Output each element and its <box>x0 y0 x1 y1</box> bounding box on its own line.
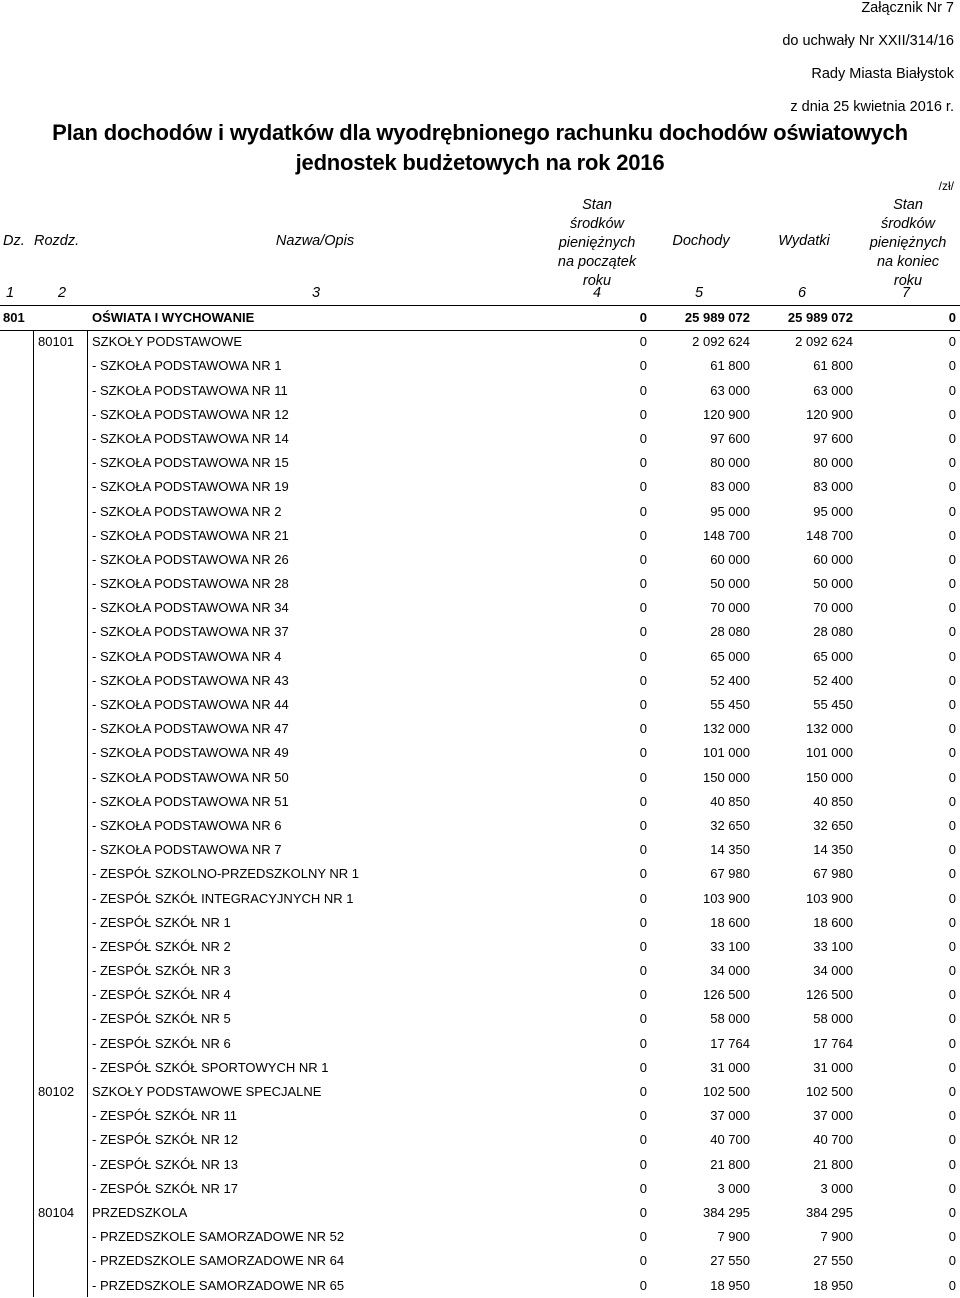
header-start-line: pieniężnych <box>558 235 636 251</box>
cell-name: OŚWIATA I WYCHOWANIE <box>92 310 255 325</box>
table-row <box>0 717 960 741</box>
table-row <box>0 983 960 1007</box>
cell-name: - SZKOŁA PODSTAWOWA NR 2 <box>92 503 282 519</box>
cell-expense: 148 700 <box>806 527 853 543</box>
cell-expense: 67 980 <box>813 866 853 882</box>
budget-table <box>0 306 960 1298</box>
cell-name: - SZKOŁA PODSTAWOWA NR 50 <box>92 769 289 785</box>
cell-start: 0 <box>639 334 647 350</box>
table-row <box>0 379 960 403</box>
cell-expense: 18 600 <box>813 914 853 930</box>
cell-start: 0 <box>639 890 647 906</box>
cell-dz: 801 <box>3 310 25 325</box>
cell-name: PRZEDSZKOLA <box>92 1204 188 1220</box>
cell-end: 0 <box>948 1084 956 1099</box>
cell-end: 0 <box>948 358 956 374</box>
header-start-line: środków <box>570 216 624 232</box>
cell-start: 0 <box>639 600 647 616</box>
cell-expense: 21 800 <box>813 1156 853 1172</box>
cell-end: 0 <box>948 1156 956 1172</box>
cell-name: - ZESPÓŁ SZKÓŁ NR 11 <box>92 1108 237 1124</box>
cell-start: 0 <box>639 1084 647 1099</box>
cell-income: 60 000 <box>710 551 750 567</box>
column-number: 3 <box>312 285 321 301</box>
cell-income: 61 800 <box>710 358 750 374</box>
table-row <box>0 959 960 983</box>
cell-income: 67 980 <box>710 866 750 882</box>
cell-end: 0 <box>948 793 956 809</box>
table-row <box>0 766 960 790</box>
cell-name: - SZKOŁA PODSTAWOWA NR 51 <box>92 793 289 809</box>
cell-income: 25 989 072 <box>684 310 750 325</box>
cell-income: 384 295 <box>703 1204 750 1220</box>
cell-name: - PRZEDSZKOLE SAMORZADOWE NR 52 <box>92 1229 345 1245</box>
cell-end: 0 <box>948 527 956 543</box>
cell-income: 34 000 <box>710 963 750 979</box>
cell-rozdz: 80101 <box>38 334 75 350</box>
cell-start: 0 <box>639 1108 647 1124</box>
cell-name: - SZKOŁA PODSTAWOWA NR 43 <box>92 672 289 688</box>
cell-expense: 60 000 <box>813 551 853 567</box>
cell-start: 0 <box>639 624 647 640</box>
table-row <box>0 935 960 959</box>
cell-start: 0 <box>639 987 647 1003</box>
cell-start: 0 <box>639 406 647 422</box>
council-name: Rady Miasta Białystok <box>811 66 954 82</box>
cell-name: - PRZEDSZKOLE SAMORZADOWE NR 64 <box>92 1253 345 1269</box>
cell-name: - ZESPÓŁ SZKÓŁ NR 13 <box>92 1156 238 1172</box>
cell-income: 80 000 <box>710 455 750 471</box>
currency-unit: /zł/ <box>938 179 954 193</box>
cell-income: 150 000 <box>703 769 750 785</box>
cell-income: 27 550 <box>710 1253 750 1269</box>
cell-expense: 2 092 624 <box>795 334 853 350</box>
cell-income: 55 450 <box>710 697 750 712</box>
cell-income: 32 650 <box>710 817 750 833</box>
table-row <box>0 1080 960 1104</box>
cell-income: 33 100 <box>710 938 750 954</box>
cell-expense: 33 100 <box>813 938 853 954</box>
cell-end: 0 <box>948 817 956 833</box>
cell-name: - SZKOŁA PODSTAWOWA NR 11 <box>92 382 288 398</box>
cell-end: 0 <box>948 648 956 664</box>
cell-start: 0 <box>639 551 647 567</box>
cell-start: 0 <box>639 1011 647 1027</box>
cell-start: 0 <box>639 938 647 954</box>
cell-name: - ZESPÓŁ SZKÓŁ NR 1 <box>92 914 231 930</box>
cell-expense: 70 000 <box>813 600 853 616</box>
cell-income: 95 000 <box>710 503 750 519</box>
cell-end: 0 <box>948 624 956 640</box>
table-row <box>0 1249 960 1273</box>
column-number: 2 <box>58 285 67 301</box>
cell-name: SZKOŁY PODSTAWOWE <box>92 334 243 350</box>
header-rozdz: Rozdz. <box>34 233 80 249</box>
header-dz: Dz. <box>3 233 25 249</box>
cell-end: 0 <box>948 745 956 761</box>
cell-name: - SZKOŁA PODSTAWOWA NR 6 <box>92 817 282 833</box>
table-row <box>0 669 960 693</box>
table-row <box>0 500 960 524</box>
cell-end: 0 <box>948 1180 956 1196</box>
cell-expense: 65 000 <box>813 648 853 664</box>
table-row <box>0 645 960 669</box>
cell-start: 0 <box>639 648 647 664</box>
cell-expense: 80 000 <box>813 455 853 471</box>
cell-expense: 384 295 <box>806 1204 853 1220</box>
cell-start: 0 <box>639 1035 647 1051</box>
cell-start: 0 <box>639 745 647 761</box>
table-row <box>0 451 960 475</box>
cell-end: 0 <box>948 672 956 688</box>
cell-end: 0 <box>948 866 956 882</box>
cell-start: 0 <box>639 1229 647 1245</box>
cell-start: 0 <box>639 793 647 809</box>
cell-start: 0 <box>639 1059 647 1075</box>
cell-expense: 18 950 <box>813 1277 853 1293</box>
cell-expense: 25 989 072 <box>787 310 853 325</box>
cell-start: 0 <box>639 769 647 785</box>
cell-name: - ZESPÓŁ SZKÓŁ NR 5 <box>92 1011 231 1027</box>
table-row <box>0 1128 960 1152</box>
table-row <box>0 741 960 765</box>
cell-income: 2 092 624 <box>692 334 750 350</box>
cell-expense: 120 900 <box>806 406 853 422</box>
cell-end: 0 <box>948 455 956 471</box>
cell-start: 0 <box>639 310 647 325</box>
cell-name: - ZESPÓŁ SZKÓŁ NR 12 <box>92 1132 238 1148</box>
table-row <box>0 596 960 620</box>
cell-expense: 14 350 <box>813 842 853 858</box>
cell-name: - SZKOŁA PODSTAWOWA NR 21 <box>92 527 289 543</box>
cell-expense: 40 700 <box>813 1132 853 1148</box>
cell-end: 0 <box>948 1229 956 1245</box>
header-end-line: na koniec <box>876 254 940 270</box>
cell-expense: 61 800 <box>813 358 853 374</box>
cell-income: 132 000 <box>703 721 750 737</box>
cell-name: - SZKOŁA PODSTAWOWA NR 12 <box>92 406 289 422</box>
cell-end: 0 <box>948 1277 956 1293</box>
cell-name: - ZESPÓŁ SZKÓŁ SPORTOWYCH NR 1 <box>92 1059 329 1075</box>
cell-end: 0 <box>948 1035 956 1051</box>
cell-expense: 97 600 <box>813 430 853 446</box>
attachment-number: Załącznik Nr 7 <box>861 0 954 16</box>
cell-end: 0 <box>948 1253 956 1269</box>
cell-end: 0 <box>948 1204 956 1220</box>
table-row <box>0 911 960 935</box>
page-title: Plan dochodów i wydatków dla wyodrębnionego rachunku dochodów oświatowych <box>52 120 908 145</box>
cell-name: - SZKOŁA PODSTAWOWA NR 15 <box>92 455 289 471</box>
cell-expense: 32 650 <box>813 817 853 833</box>
table-row <box>0 306 960 330</box>
cell-end: 0 <box>948 406 956 422</box>
resolution-date: z dnia 25 kwietnia 2016 r. <box>790 99 954 115</box>
cell-name: - SZKOŁA PODSTAWOWA NR 19 <box>92 479 289 495</box>
cell-rozdz: 80104 <box>38 1204 75 1220</box>
cell-start: 0 <box>639 866 647 882</box>
cell-income: 50 000 <box>710 576 750 592</box>
cell-expense: 28 080 <box>813 624 853 640</box>
cell-name: - SZKOŁA PODSTAWOWA NR 37 <box>92 624 289 640</box>
cell-start: 0 <box>639 1180 647 1196</box>
column-number: 4 <box>593 285 602 301</box>
cell-expense: 101 000 <box>806 745 853 761</box>
cell-income: 65 000 <box>710 648 750 664</box>
table-row <box>0 403 960 427</box>
table-row <box>0 1104 960 1128</box>
cell-start: 0 <box>639 479 647 495</box>
header-name: Nazwa/Opis <box>275 233 355 249</box>
cell-start: 0 <box>639 430 647 446</box>
cell-expense: 7 900 <box>820 1229 853 1245</box>
cell-end: 0 <box>948 600 956 616</box>
table-row <box>0 1153 960 1177</box>
cell-name: - SZKOŁA PODSTAWOWA NR 28 <box>92 576 289 592</box>
cell-expense: 95 000 <box>813 503 853 519</box>
cell-end: 0 <box>948 697 956 712</box>
cell-name: - SZKOŁA PODSTAWOWA NR 34 <box>92 600 289 616</box>
cell-expense: 50 000 <box>813 576 853 592</box>
cell-name: - SZKOŁA PODSTAWOWA NR 26 <box>92 551 289 567</box>
cell-name: - SZKOŁA PODSTAWOWA NR 1 <box>92 358 282 374</box>
cell-name: - SZKOŁA PODSTAWOWA NR 14 <box>92 430 289 446</box>
cell-rozdz: 80102 <box>38 1084 75 1099</box>
cell-end: 0 <box>948 987 956 1003</box>
cell-income: 18 950 <box>710 1277 750 1293</box>
cell-income: 102 500 <box>703 1084 750 1099</box>
cell-income: 120 900 <box>703 406 750 422</box>
cell-expense: 83 000 <box>813 479 853 495</box>
header-end-line: środków <box>881 216 935 232</box>
header-start-line: na początek <box>557 254 637 270</box>
cell-expense: 132 000 <box>806 721 853 737</box>
table-row <box>0 790 960 814</box>
cell-income: 126 500 <box>703 987 750 1003</box>
cell-income: 37 000 <box>710 1108 750 1124</box>
cell-end: 0 <box>948 721 956 737</box>
cell-expense: 52 400 <box>813 672 853 688</box>
table-row <box>0 1177 960 1201</box>
resolution-number: do uchwały Nr XXII/314/16 <box>782 33 954 49</box>
cell-income: 18 600 <box>710 914 750 930</box>
cell-start: 0 <box>639 1132 647 1148</box>
cell-end: 0 <box>948 890 956 906</box>
column-number: 7 <box>902 285 911 301</box>
cell-end: 0 <box>948 769 956 785</box>
cell-start: 0 <box>639 697 647 712</box>
cell-start: 0 <box>639 817 647 833</box>
table-row <box>0 1056 960 1080</box>
cell-income: 58 000 <box>710 1011 750 1027</box>
table-row <box>0 862 960 886</box>
header-end-balance <box>856 196 960 291</box>
cell-expense: 27 550 <box>813 1253 853 1269</box>
cell-expense: 126 500 <box>806 987 853 1003</box>
header-expense: Wydatki <box>778 233 830 249</box>
table-row <box>0 1225 960 1249</box>
cell-start: 0 <box>639 1253 647 1269</box>
table-row <box>0 620 960 644</box>
cell-end: 0 <box>948 1108 956 1124</box>
cell-end: 0 <box>948 576 956 592</box>
header-end-line: pieniężnych <box>869 235 947 251</box>
cell-expense: 17 764 <box>813 1035 853 1051</box>
cell-expense: 31 000 <box>813 1059 853 1075</box>
cell-name: - SZKOŁA PODSTAWOWA NR 44 <box>92 697 289 712</box>
cell-name: - SZKOŁA PODSTAWOWA NR 47 <box>92 721 289 737</box>
cell-end: 0 <box>948 334 956 350</box>
table-row <box>0 887 960 911</box>
cell-name: - ZESPÓŁ SZKÓŁ NR 6 <box>92 1035 231 1051</box>
cell-end: 0 <box>948 503 956 519</box>
cell-expense: 55 450 <box>813 697 853 712</box>
cell-end: 0 <box>948 914 956 930</box>
cell-name: SZKOŁY PODSTAWOWE SPECJALNE <box>92 1084 322 1099</box>
header-income: Dochody <box>672 233 730 249</box>
cell-expense: 3 000 <box>820 1180 853 1196</box>
cell-start: 0 <box>639 842 647 858</box>
table-row <box>0 548 960 572</box>
table-row <box>0 427 960 451</box>
cell-start: 0 <box>639 963 647 979</box>
cell-name: - ZESPÓŁ SZKÓŁ NR 3 <box>92 963 231 979</box>
header-start-balance <box>540 196 654 291</box>
cell-name: - SZKOŁA PODSTAWOWA NR 4 <box>92 648 282 664</box>
cell-end: 0 <box>948 479 956 495</box>
cell-end: 0 <box>948 1132 956 1148</box>
cell-income: 21 800 <box>710 1156 750 1172</box>
cell-expense: 102 500 <box>806 1084 853 1099</box>
cell-end: 0 <box>948 382 956 398</box>
cell-income: 101 000 <box>703 745 750 761</box>
column-number: 6 <box>798 285 807 301</box>
header-start-line: Stan <box>582 197 612 213</box>
cell-expense: 37 000 <box>813 1108 853 1124</box>
cell-name: - SZKOŁA PODSTAWOWA NR 49 <box>92 745 289 761</box>
cell-start: 0 <box>639 1156 647 1172</box>
cell-income: 7 900 <box>717 1229 750 1245</box>
cell-end: 0 <box>948 963 956 979</box>
table-row <box>0 1201 960 1225</box>
cell-start: 0 <box>639 672 647 688</box>
header-end-line: roku <box>893 273 923 289</box>
cell-income: 40 850 <box>710 793 750 809</box>
cell-income: 148 700 <box>703 527 750 543</box>
cell-income: 52 400 <box>710 672 750 688</box>
table-row <box>0 693 960 717</box>
table-row <box>0 330 960 354</box>
cell-income: 103 900 <box>703 890 750 906</box>
cell-end: 0 <box>948 551 956 567</box>
table-row <box>0 1274 960 1298</box>
cell-end: 0 <box>948 842 956 858</box>
cell-income: 97 600 <box>710 430 750 446</box>
cell-start: 0 <box>639 382 647 398</box>
cell-name: - SZKOŁA PODSTAWOWA NR 7 <box>92 842 282 858</box>
cell-start: 0 <box>639 1277 647 1293</box>
cell-name: - ZESPÓŁ SZKÓŁ NR 4 <box>92 987 231 1003</box>
cell-income: 40 700 <box>710 1132 750 1148</box>
cell-name: - PRZEDSZKOLE SAMORZADOWE NR 65 <box>92 1277 345 1293</box>
cell-income: 14 350 <box>710 842 750 858</box>
table-row <box>0 524 960 548</box>
cell-income: 63 000 <box>710 382 750 398</box>
column-number: 1 <box>6 285 15 301</box>
cell-start: 0 <box>639 576 647 592</box>
cell-end: 0 <box>948 310 956 325</box>
column-number: 5 <box>695 285 704 301</box>
cell-name: - ZESPÓŁ SZKÓŁ NR 2 <box>92 938 231 954</box>
cell-start: 0 <box>639 1204 647 1220</box>
table-row <box>0 475 960 499</box>
cell-start: 0 <box>639 527 647 543</box>
cell-start: 0 <box>639 721 647 737</box>
cell-name: - ZESPÓŁ SZKOLNO-PRZEDSZKOLNY NR 1 <box>92 866 360 882</box>
cell-income: 3 000 <box>717 1180 750 1196</box>
cell-income: 83 000 <box>710 479 750 495</box>
cell-expense: 40 850 <box>813 793 853 809</box>
cell-start: 0 <box>639 358 647 374</box>
table-row <box>0 572 960 596</box>
cell-income: 31 000 <box>710 1059 750 1075</box>
cell-income: 17 764 <box>710 1035 750 1051</box>
cell-start: 0 <box>639 503 647 519</box>
cell-start: 0 <box>639 914 647 930</box>
page-subtitle: jednostek budżetowych na rok 2016 <box>295 150 665 175</box>
cell-name: - ZESPÓŁ SZKÓŁ NR 17 <box>92 1180 238 1196</box>
table-row <box>0 838 960 862</box>
cell-income: 70 000 <box>710 600 750 616</box>
table-row <box>0 354 960 378</box>
cell-end: 0 <box>948 1011 956 1027</box>
table-row <box>0 814 960 838</box>
cell-expense: 34 000 <box>813 963 853 979</box>
cell-expense: 63 000 <box>813 382 853 398</box>
table-row <box>0 1032 960 1056</box>
header-start-line: roku <box>582 273 612 289</box>
cell-start: 0 <box>639 455 647 471</box>
header-end-line: Stan <box>893 197 923 213</box>
table-row <box>0 1007 960 1031</box>
cell-expense: 58 000 <box>813 1011 853 1027</box>
cell-expense: 150 000 <box>806 769 853 785</box>
cell-end: 0 <box>948 938 956 954</box>
cell-expense: 103 900 <box>806 890 853 906</box>
cell-name: - ZESPÓŁ SZKÓŁ INTEGRACYJNYCH NR 1 <box>92 890 354 906</box>
cell-end: 0 <box>948 1059 956 1075</box>
cell-income: 28 080 <box>710 624 750 640</box>
cell-end: 0 <box>948 430 956 446</box>
